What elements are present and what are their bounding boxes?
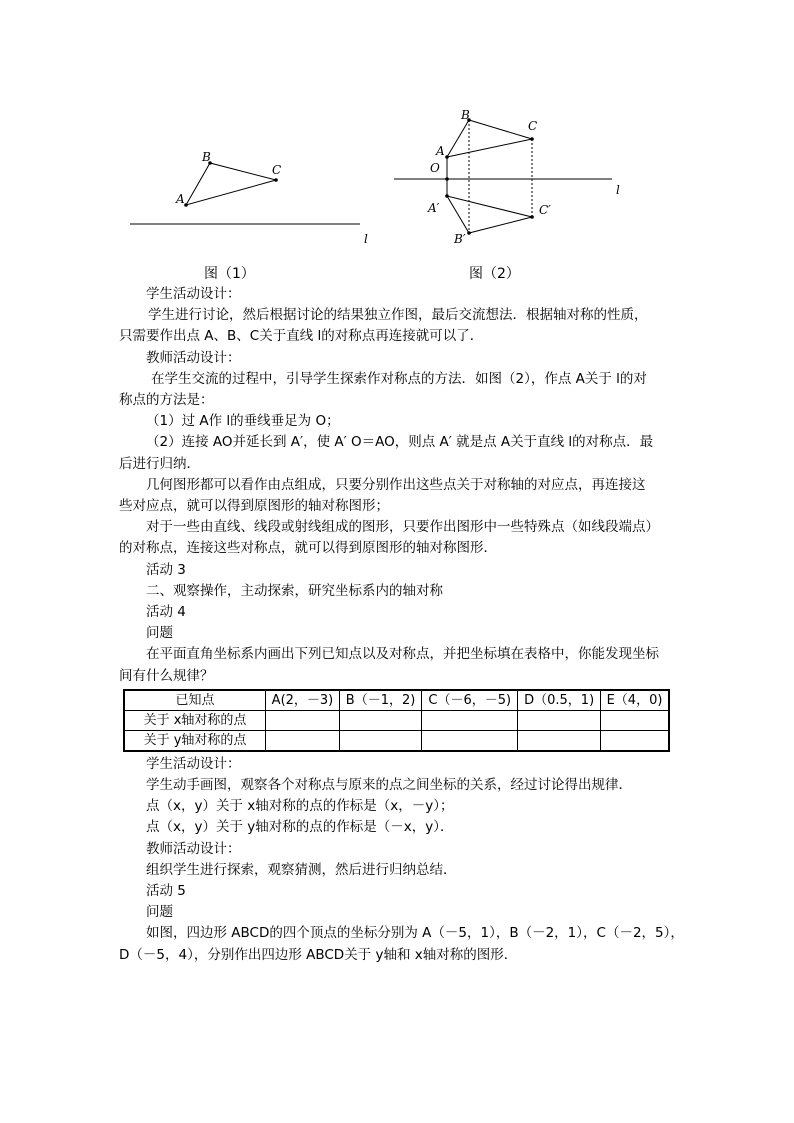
triangle-abc	[447, 120, 532, 157]
table-cell	[601, 710, 669, 730]
table-cell	[266, 730, 340, 751]
paragraph: 学生活动设计：	[146, 755, 241, 772]
table-header-cell: D（0.5，1)	[518, 690, 601, 711]
point-a	[184, 203, 188, 207]
paragraph: 在学生交流的过程中，引导学生探索作对称点的方法．如图（2），作点 A关于 l的对	[151, 370, 647, 387]
paragraph: 问题	[146, 904, 173, 921]
figure-2-caption: 图（2）	[469, 266, 520, 282]
paragraph: D（－5，4），分别作出四边形 ABCD关于 y轴和 x轴对称的图形．	[119, 946, 518, 963]
paragraph: （2）连接 AO并延长到 A′，使 A′ O＝AO，则点 A′ 就是点 A关于直线 l的对称点．最	[146, 434, 654, 451]
point-a2	[445, 194, 449, 198]
paragraph: 教师活动设计：	[146, 349, 241, 366]
paragraph: 学生动手画图，观察各个对称点与原来的点之间坐标的关系，经过讨论得出规律．	[146, 777, 632, 794]
table-row	[124, 730, 669, 751]
table-cell	[339, 710, 421, 730]
label-a2: A′	[428, 201, 440, 215]
label-c: C	[272, 163, 282, 177]
body-text	[119, 284, 684, 966]
table-cell	[422, 730, 518, 751]
table-row	[124, 690, 669, 711]
table-row	[124, 710, 669, 730]
table-cell	[339, 730, 421, 751]
paragraph: 教师活动设计：	[146, 840, 241, 857]
table-header-cell: B（－1，2)	[339, 690, 421, 711]
paragraph: 如图，四边形 ABCD的四个顶点的坐标分别为 A（－5，1），B（－2，1），C（－2，5），	[146, 925, 684, 942]
table-cell	[266, 710, 340, 730]
table-cell	[518, 730, 601, 751]
point-c	[274, 178, 278, 182]
paragraph: 些对应点，就可以得到原图形的轴对称图形；	[119, 498, 389, 515]
paragraph: 活动 5	[146, 883, 186, 900]
paragraph: 活动 3	[146, 561, 186, 578]
label-o: O	[430, 161, 440, 175]
paragraph: 问题	[146, 625, 173, 642]
paragraph: 点（x，y）关于 x轴对称的点的作标是（x，－y）；	[146, 798, 454, 815]
paragraph: 组织学生进行探索，观察猜测，然后进行归纳总结．	[146, 861, 457, 878]
paragraph: 对于一些由直线、线段或射线组成的图形，只要作出图形中一些特殊点（如线段端点）	[146, 519, 659, 536]
paragraph: （1）过 A作 l的垂线垂足为 O；	[146, 413, 340, 430]
triangle-abc	[186, 163, 276, 205]
table-header-cell: C（－6，－5)	[422, 690, 518, 711]
table-row-label: 关于 y轴对称的点	[124, 730, 266, 751]
paragraph: 后进行归纳．	[119, 455, 200, 472]
paragraph: 活动 4	[146, 604, 186, 621]
triangle-a2b2c2	[447, 196, 532, 233]
paragraph: 在平面直角坐标系内画出下列已知点以及对称点，并把坐标填在表格中，你能发现坐标	[146, 646, 659, 663]
table-cell	[601, 730, 669, 751]
paragraph: 学生活动设计：	[146, 286, 241, 302]
label-a: A	[436, 144, 445, 158]
paragraph: 间有什么规律？	[119, 667, 214, 684]
figure-1	[120, 145, 380, 255]
label-c2: C′	[539, 203, 551, 217]
table-header-cell: A(2，－3)	[266, 690, 340, 711]
label-line-l: l	[616, 183, 620, 197]
paragraph: 几何图形都可以看作由点组成，只要分别作出这些点关于对称轴的对应点，再连接这	[146, 476, 646, 493]
label-line-l: l	[364, 232, 368, 246]
paragraph: 点（x，y）关于 y轴对称的点的作标是（－x，y）．	[146, 819, 454, 836]
table-cell	[518, 710, 601, 730]
label-b2: B′	[454, 232, 466, 246]
figure-2	[390, 105, 630, 250]
table-cell	[422, 710, 518, 730]
paragraph: 的对称点，连接这些对称点，就可以得到原图形的轴对称图形．	[119, 540, 497, 557]
point-a	[445, 155, 449, 159]
paragraph: 称点的方法是：	[119, 392, 214, 409]
figure-1-caption: 图（1）	[204, 266, 255, 282]
label-a: A	[176, 192, 185, 206]
paragraph: 二、观察操作，主动探索，研究坐标系内的轴对称	[146, 582, 443, 599]
point-b2	[467, 231, 471, 235]
label-b: B	[202, 150, 211, 164]
paragraph: 学生进行讨论，然后根据讨论的结果独立作图，最后交流想法．根据轴对称的性质，	[148, 307, 648, 324]
point-o	[445, 177, 449, 181]
coordinate-table	[123, 689, 670, 752]
label-c: C	[528, 119, 538, 133]
label-b: B	[461, 108, 470, 122]
table-header-cell: E（4，0)	[601, 690, 669, 711]
table-header-cell: 已知点	[124, 690, 266, 711]
table-row-label: 关于 x轴对称的点	[124, 710, 266, 730]
paragraph: 只需要作出点 A、B、C关于直线 l的对称点再连接就可以了．	[119, 328, 484, 345]
point-c	[530, 137, 534, 141]
point-c2	[530, 215, 534, 219]
